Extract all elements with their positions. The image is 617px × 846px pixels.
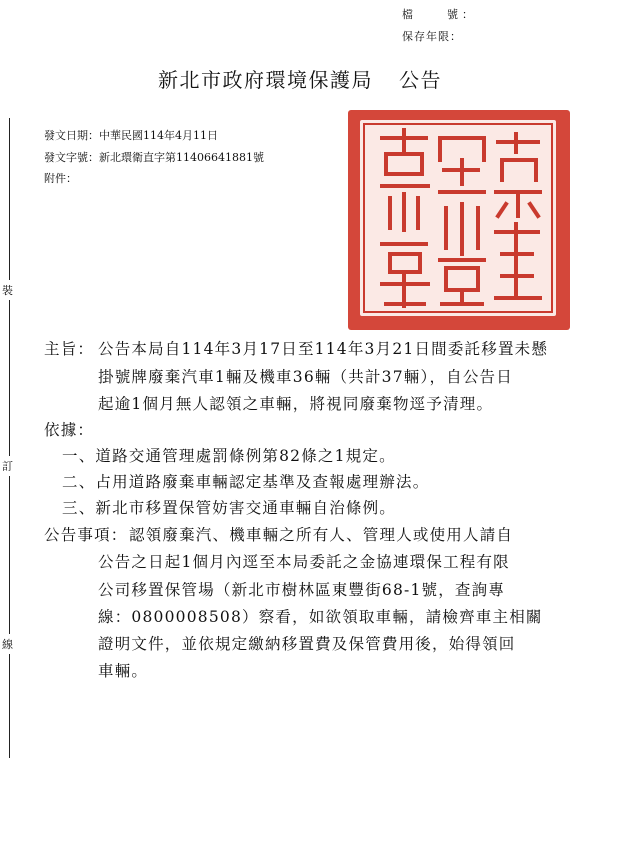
notice-label: 公告事項： bbox=[44, 526, 128, 544]
page-title bbox=[158, 64, 442, 93]
official-seal bbox=[346, 108, 572, 332]
notice-line: 線：0800008508）察看，如欲領取車輛，請檢齊車主相關 bbox=[98, 608, 543, 626]
attachment-row bbox=[44, 170, 77, 186]
document-number-label: 發文字號： bbox=[44, 151, 99, 164]
notice-line: 公告之日起1個月內逕至本局委託之金協連環保工程有限 bbox=[98, 553, 510, 571]
notice-line: 證明文件，並依規定繳納移置費及保管費用後，始得領回 bbox=[98, 635, 516, 653]
document-type: 公告 bbox=[399, 68, 442, 92]
subject-label: 主旨： bbox=[44, 340, 95, 358]
basis-item: 二、占用道路廢棄車輛認定基準及查報處理辦法。 bbox=[62, 473, 430, 491]
notice-line: 車輛。 bbox=[98, 662, 149, 680]
issue-date-label: 發文日期： bbox=[44, 129, 99, 142]
issue-date-value: 中華民國114年4月11日 bbox=[99, 129, 218, 142]
binding-char-zhuang: 裝 bbox=[2, 280, 13, 300]
retention-period-label: 保存年限： bbox=[402, 30, 462, 43]
agency-name: 新北市政府環境保護局 bbox=[158, 68, 373, 92]
subject-line: 起逾1個月無人認領之車輛，將視同廢棄物逕予清理。 bbox=[98, 395, 494, 413]
document-number-value: 新北環衛直字第11406641881號 bbox=[99, 151, 264, 164]
basis-label: 依據： bbox=[44, 421, 95, 439]
basis-item: 一、道路交通管理處罰條例第82條之1規定。 bbox=[62, 447, 396, 465]
issue-date-row bbox=[44, 127, 218, 143]
file-number-label: 檔 號： bbox=[402, 8, 477, 21]
binding-char-ding: 訂 bbox=[2, 456, 13, 476]
subject-line: 公告本局自114年3月17日至114年3月21日間委託移置未懸 bbox=[98, 340, 549, 358]
binding-char-xian: 線 bbox=[2, 634, 13, 654]
notice-line: 公司移置保管場（新北市樹林區東豐街68-1號，查詢專 bbox=[98, 581, 506, 599]
notice-line: 認領廢棄汽、機車輛之所有人、管理人或使用人請自 bbox=[129, 526, 514, 544]
binding-line bbox=[9, 118, 10, 758]
basis-item: 三、新北市移置保管妨害交通車輛自治條例。 bbox=[62, 499, 397, 517]
attachment-label: 附件： bbox=[44, 172, 77, 185]
subject-line: 掛號牌廢棄汽車1輛及機車36輛（共計37輛），自公告日 bbox=[98, 368, 513, 386]
document-number-row bbox=[44, 149, 264, 165]
